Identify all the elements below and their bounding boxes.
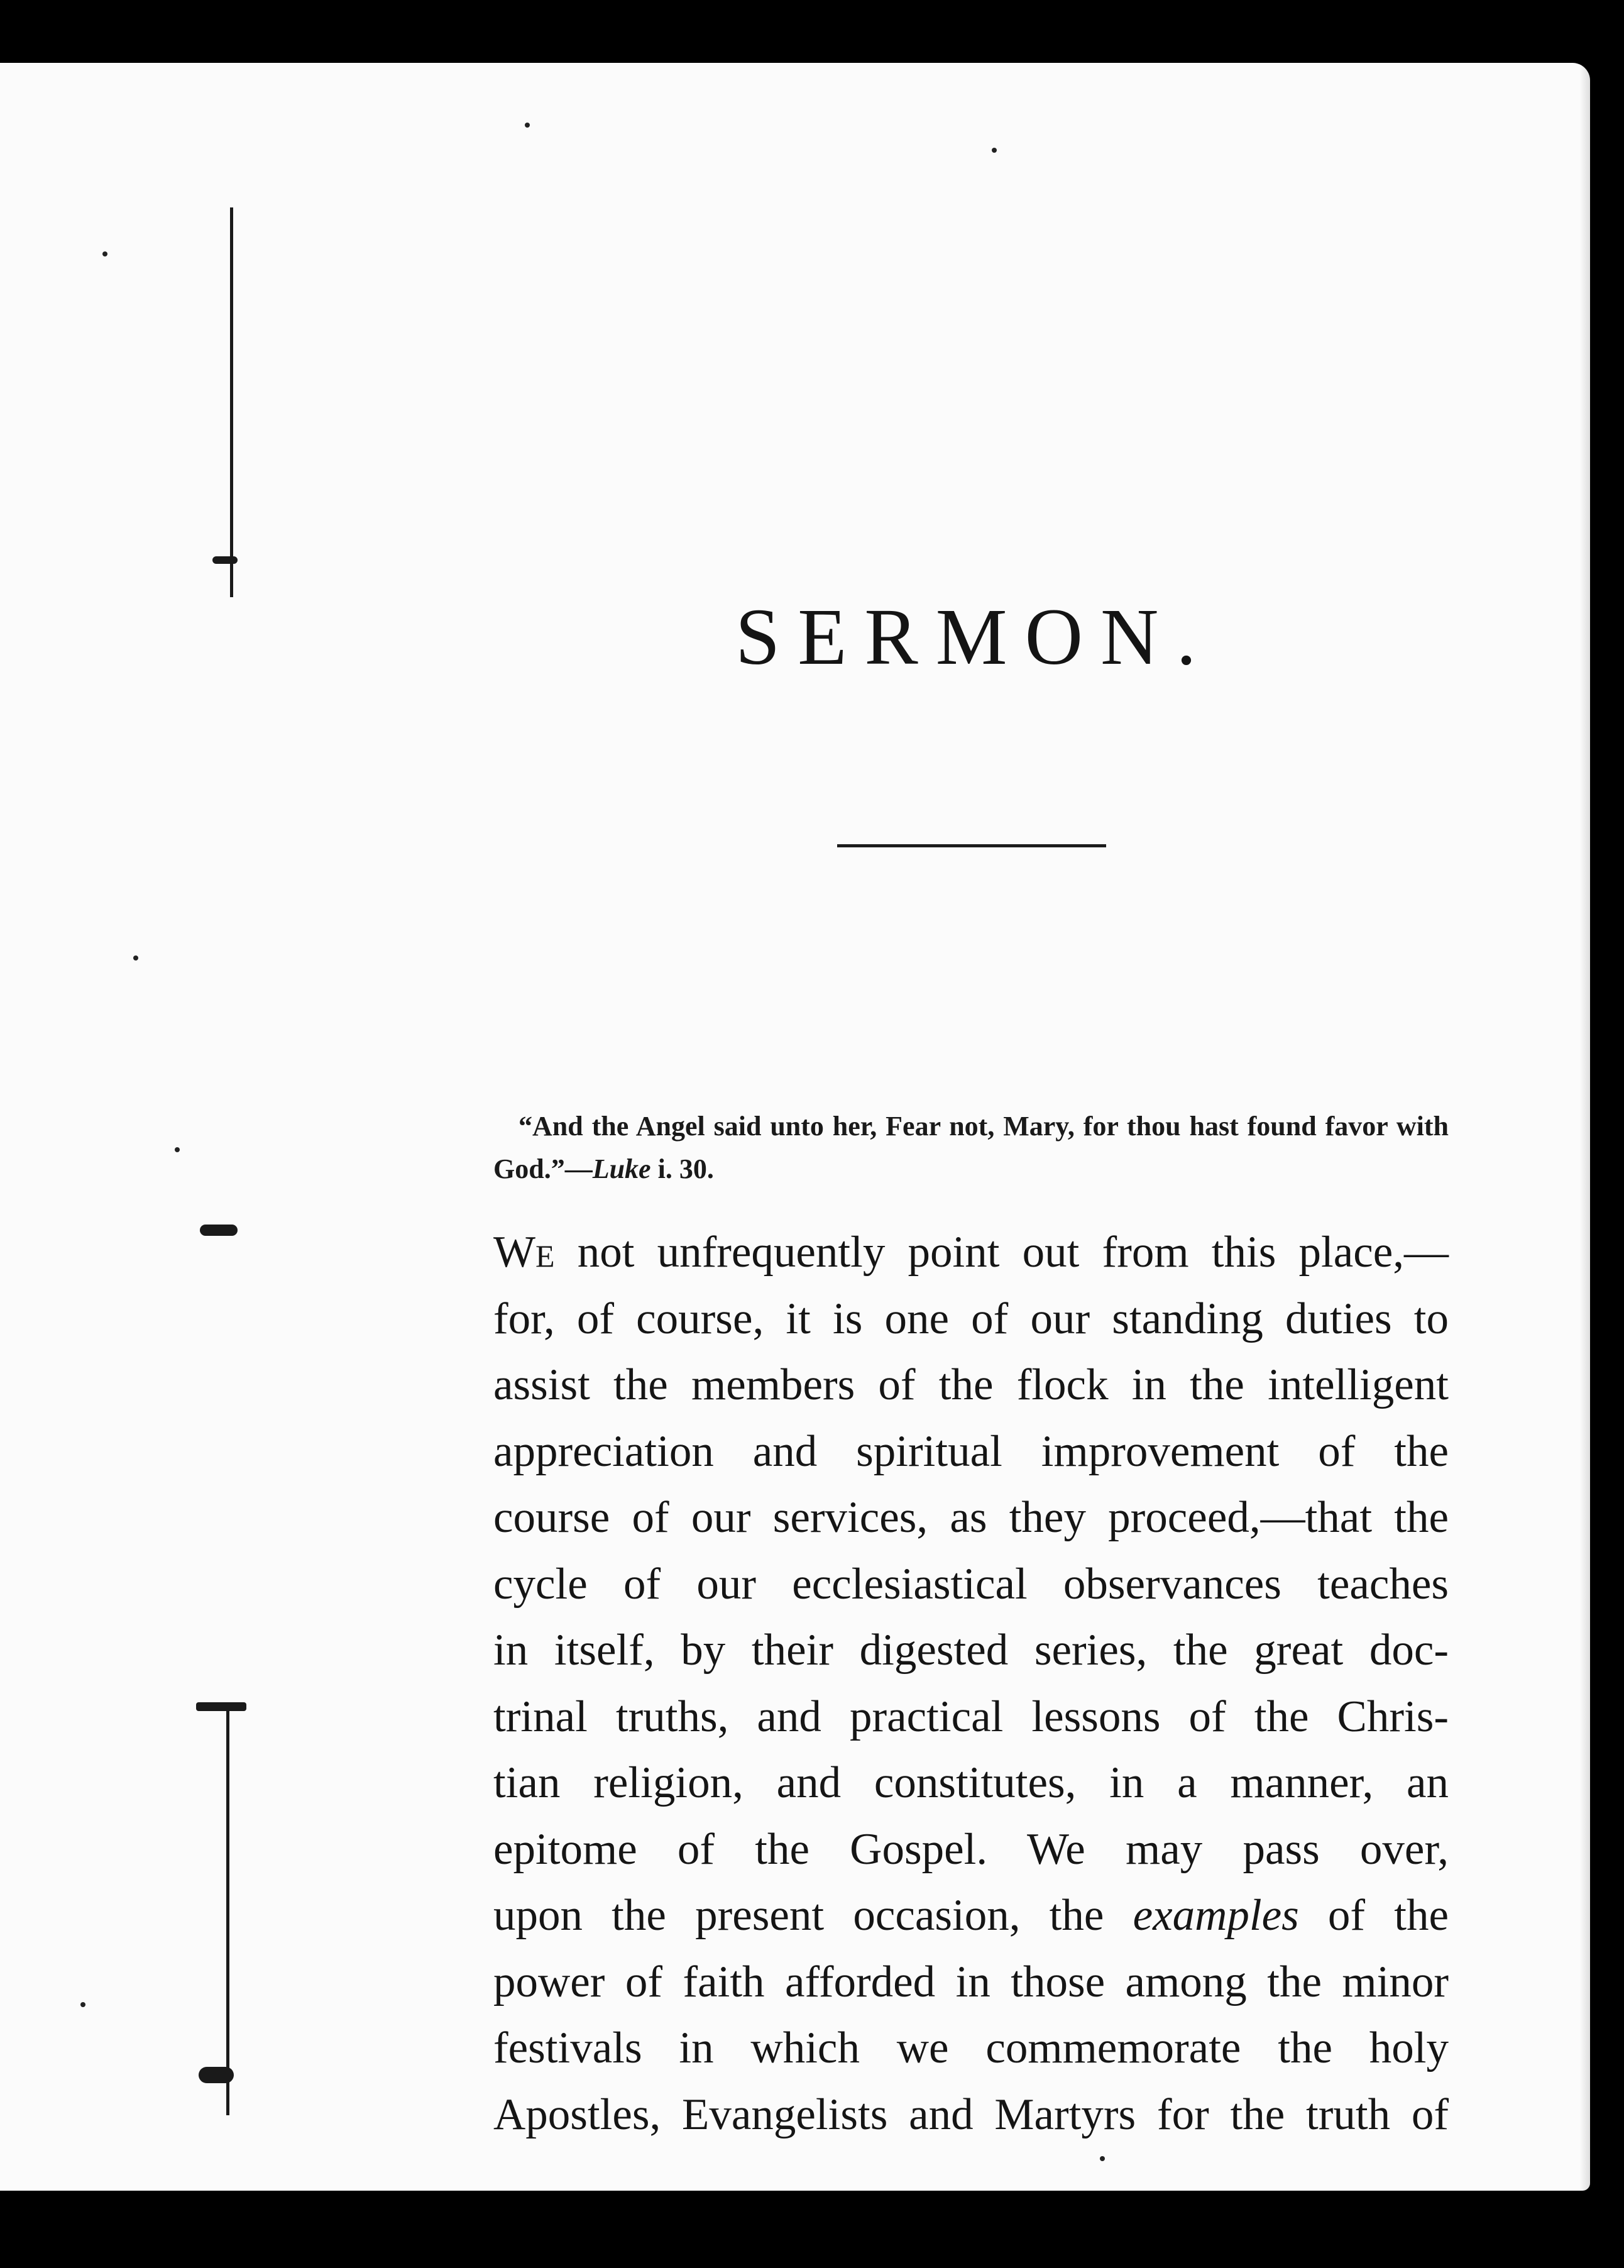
body-line: We not unfrequently point out from this place,— [493, 1228, 1449, 1277]
title-rule [837, 844, 1106, 847]
body-line: festivals in which we commemorate the holy [493, 2023, 1449, 2073]
body-line: appreciation and spiritual improvement of the [493, 1426, 1449, 1476]
speck [175, 1147, 180, 1152]
speck [1100, 2156, 1105, 2161]
binding-stitch-bottom [226, 1707, 229, 2115]
body-line: cycle of our ecclesiastical observances teaches [493, 1559, 1449, 1609]
body-line: course of our services, as they proceed,—that the [493, 1493, 1449, 1542]
italic-word: examples [1133, 1891, 1299, 1940]
speck [992, 148, 997, 153]
binding-knot-middle [200, 1225, 238, 1236]
speck [102, 251, 107, 256]
body-line: trinal truths, and practical lessons of the Chris- [493, 1692, 1449, 1741]
binding-knot-bottom-top [196, 1702, 246, 1711]
book-page [0, 63, 1590, 2191]
body-line: Apostles, Evangelists and Martyrs for the truth of [493, 2089, 1449, 2139]
epigraph-reference-verse: i. 30. [650, 1153, 714, 1184]
speck [525, 123, 530, 128]
binding-knot-top [212, 556, 238, 564]
binding-knot-bottom [199, 2067, 234, 2083]
speck [80, 2002, 85, 2007]
page-title: SERMON. [735, 592, 1214, 681]
body-line: in itself, by their digested series, the great doc- [493, 1626, 1449, 1675]
body-line: for, of course, it is one of our standing duties to [493, 1294, 1449, 1343]
sermon-body [493, 1219, 1449, 2148]
drop-word: We [493, 1228, 555, 1277]
epigraph-quote: “And the Angel said unto her, Fear not, Mary, for thou hast found favor with God.”— [493, 1111, 1449, 1184]
body-line: upon the present occasion, the examples of the [493, 1891, 1449, 1940]
epigraph [493, 1105, 1449, 1191]
speck [133, 955, 138, 961]
epigraph-reference-book: Luke [592, 1153, 651, 1184]
body-line: assist the members of the flock in the intelligent [493, 1360, 1449, 1409]
binding-stitch-top [230, 207, 233, 597]
body-line: tian religion, and constitutes, in a manner, an [493, 1758, 1449, 1807]
body-line: power of faith afforded in those among the minor [493, 1957, 1449, 2007]
page-edge-shadow [1580, 63, 1590, 2191]
body-line: epitome of the Gospel. We may pass over, [493, 1824, 1449, 1874]
